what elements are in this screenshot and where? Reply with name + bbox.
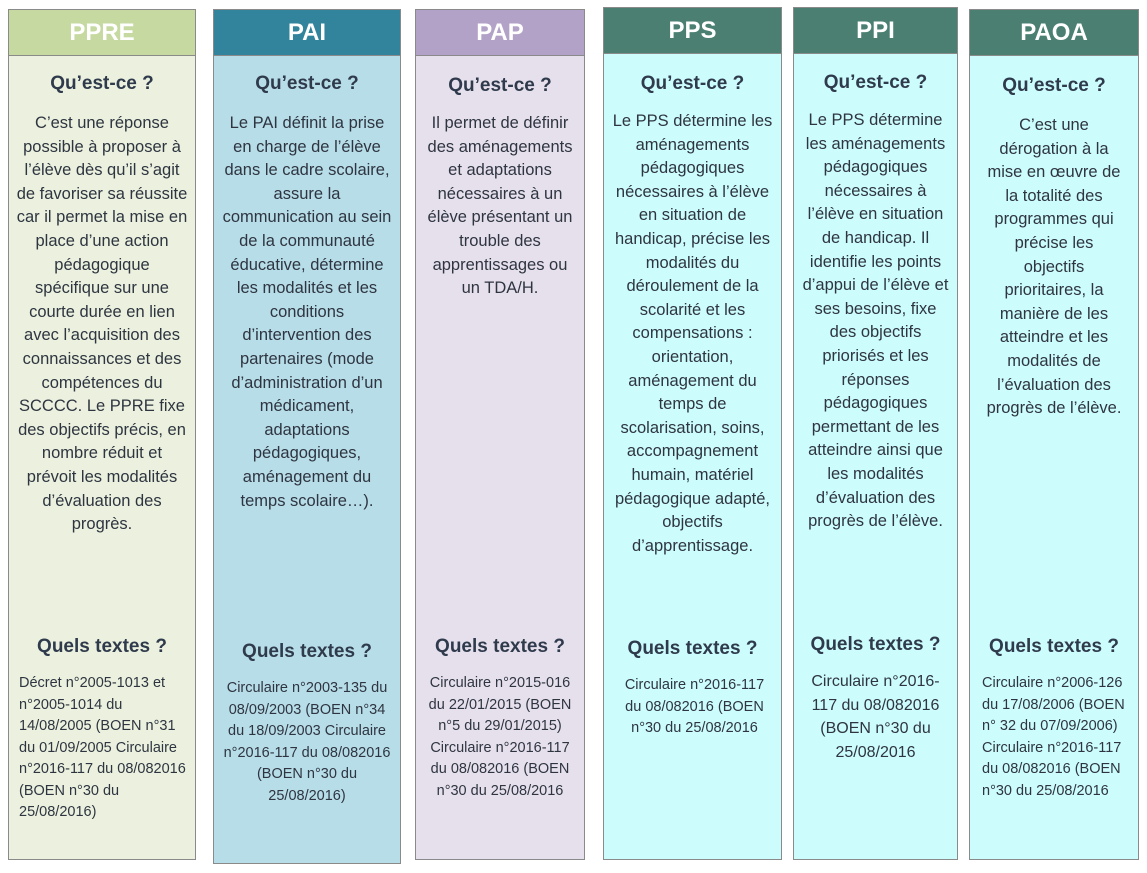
- texts-title: Quels textes ?: [810, 634, 941, 655]
- texts-title: Quels textes ?: [435, 636, 565, 657]
- column-body: [213, 56, 401, 864]
- column-pai: [213, 9, 401, 864]
- texts-title: Quels textes ?: [627, 638, 758, 659]
- question-title: Qu’est-ce ?: [50, 73, 154, 94]
- description-text: Il permet de définir des aménagements et adaptations nécessaires à un élève présentant un trouble des apprentissages ou un TDA/H.: [427, 114, 573, 298]
- column-ppre: [8, 9, 196, 860]
- column-paoa: [969, 9, 1139, 860]
- description-text: Le PPS détermine les aménagements pédagogiques nécessaires à l’élève en situation de handicap, précise les modalités du déroulement de la scolarité et les compensations : orientation, aménagement du temps de scolarisation, soins, accompagnement humain, matériel pédagogique adapté, objectifs d’apprentissage.: [612, 112, 773, 555]
- column-header: PAI: [213, 9, 401, 56]
- column-body: [793, 54, 958, 860]
- texts-title: Quels textes ?: [242, 641, 372, 662]
- column-header: PAOA: [969, 9, 1139, 56]
- description-text: C’est une réponse possible à proposer à l’élève dès qu’il s’agit de favoriser sa réussite car il permet la mise en place d’une action pédagogique spécifique sur une courte durée en lien avec l’acquisition des connaissances et des compétences du SCCCC. Le PPRE fixe des objectifs précis, en nombre réduit et prévoit les modalités d’évaluation des progrès.: [16, 114, 188, 534]
- description-text: Le PAI définit la prise en charge de l’élève dans le cadre scolaire, assure la communication au sein de la communauté éducative, détermine les modalités et les conditions d’intervention des partenaires (mode d’administration d’un médicament, adaptations pédagogiques, aménagement du temps scolaire…).: [222, 114, 392, 510]
- column-body: [415, 56, 585, 860]
- column-ppi: [793, 7, 958, 860]
- column-header: PPI: [793, 7, 958, 54]
- description-text: C’est une dérogation à la mise en œuvre de la totalité des programmes qui précise les objectifs prioritaires, la manière de les atteindre et les modalités de l’évaluation des progrès de l’élève.: [986, 116, 1122, 418]
- column-pap: [415, 9, 585, 860]
- texts-references: Circulaire n°2016-117 du 08/082016 (BOEN n°30 du 25/08/2016: [624, 677, 765, 736]
- texts-references: Circulaire n°2016-117 du 08/082016 (BOEN n°30 du 25/08/2016: [811, 673, 940, 761]
- description-text: Le PPS détermine les aménagements pédagogiques nécessaires à l’élève en situation de handicap. Il identifie les points d’appui de l’élève et ses besoins, fixe des objectifs priorisés et les réponses pédagogiques permettant de les atteindre ainsi que les modalités d’évaluation des progrès de l’élève.: [802, 111, 949, 531]
- question-title: Qu’est-ce ?: [823, 72, 928, 93]
- texts-references: Circulaire n°2006-126 du 17/08/2006 (BOEN n° 32 du 07/09/2006) Circulaire n°2016-117 du 08/082016 (BOEN n°30 du 25/08/2016: [982, 675, 1125, 799]
- column-header: PAP: [415, 9, 585, 56]
- column-body: [8, 56, 196, 860]
- texts-title: Quels textes ?: [989, 636, 1119, 657]
- column-header: PPRE: [8, 9, 196, 56]
- texts-references: Circulaire n°2003-135 du 08/09/2003 (BOEN n°34 du 18/09/2003 Circulaire n°2016-117 du 08/082016 (BOEN n°30 du 25/08/2016): [223, 680, 391, 804]
- column-header: PPS: [603, 7, 782, 54]
- question-title: Qu’est-ce ?: [640, 73, 745, 94]
- column-pps: [603, 7, 782, 860]
- column-body: [603, 54, 782, 860]
- texts-title: Quels textes ?: [37, 636, 167, 657]
- texts-references: Décret n°2005-1013 et n°2005-1014 du 14/08/2005 (BOEN n°31 du 01/09/2005 Circulaire n°2016-117 du 08/082016 (BOEN n°30 du 25/08/2016): [19, 675, 186, 820]
- question-title: Qu’est-ce ?: [255, 73, 359, 94]
- question-title: Qu’est-ce ?: [1002, 75, 1106, 96]
- column-body: [969, 56, 1139, 860]
- texts-references: Circulaire n°2015-016 du 22/01/2015 (BOEN n°5 du 29/01/2015) Circulaire n°2016-117 du 08/082016 (BOEN n°30 du 25/08/2016: [428, 675, 572, 799]
- question-title: Qu’est-ce ?: [448, 75, 552, 96]
